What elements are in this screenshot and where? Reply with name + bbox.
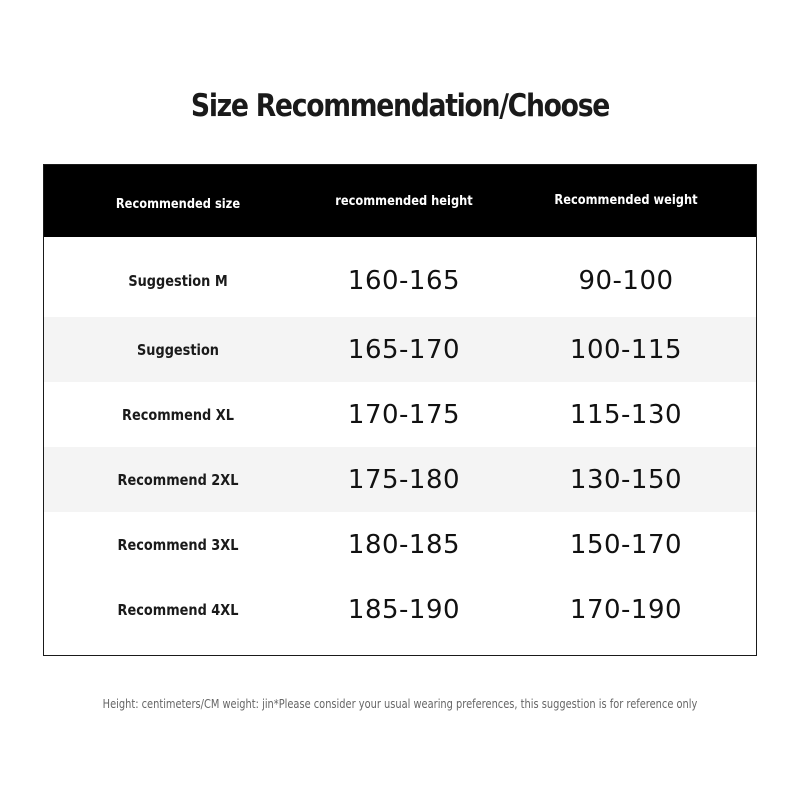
height-cell: 165-170 [347, 334, 461, 365]
size-cell: Suggestion [136, 340, 219, 359]
height-cell: 175-180 [347, 464, 461, 495]
header-recommended-size: Recommended size [115, 196, 241, 212]
weight-cell: 150-170 [569, 529, 683, 560]
table-row [44, 382, 756, 447]
footnote: Height: centimeters/CM weight: jin*Please consider your usual wearing preferences, this suggestion is for reference only [102, 697, 698, 711]
header-recommended-weight: Recommended weight [554, 192, 698, 208]
size-cell: Recommend 3XL [117, 535, 239, 554]
size-cell: Suggestion M [128, 272, 228, 290]
weight-cell: 170-190 [569, 594, 683, 625]
weight-cell: 90-100 [578, 266, 674, 296]
table-row [44, 447, 756, 512]
header-recommended-height: recommended height [335, 193, 473, 209]
table-row [44, 237, 756, 317]
size-cell: Recommend 4XL [117, 600, 239, 619]
size-cell: Recommend XL [122, 405, 234, 424]
height-cell: 180-185 [347, 529, 461, 560]
size-cell: Recommend 2XL [117, 470, 239, 489]
table-row [44, 317, 756, 382]
table-header [44, 165, 756, 237]
height-cell: 170-175 [347, 399, 461, 430]
weight-cell: 115-130 [569, 399, 683, 430]
size-table [43, 164, 757, 656]
weight-cell: 130-150 [569, 464, 683, 495]
height-cell: 185-190 [347, 594, 461, 625]
page-title: Size Recommendation/Choose [190, 88, 610, 124]
weight-cell: 100-115 [569, 334, 683, 365]
table-row [44, 512, 756, 577]
height-cell: 160-165 [347, 266, 461, 296]
table-row [44, 577, 756, 642]
